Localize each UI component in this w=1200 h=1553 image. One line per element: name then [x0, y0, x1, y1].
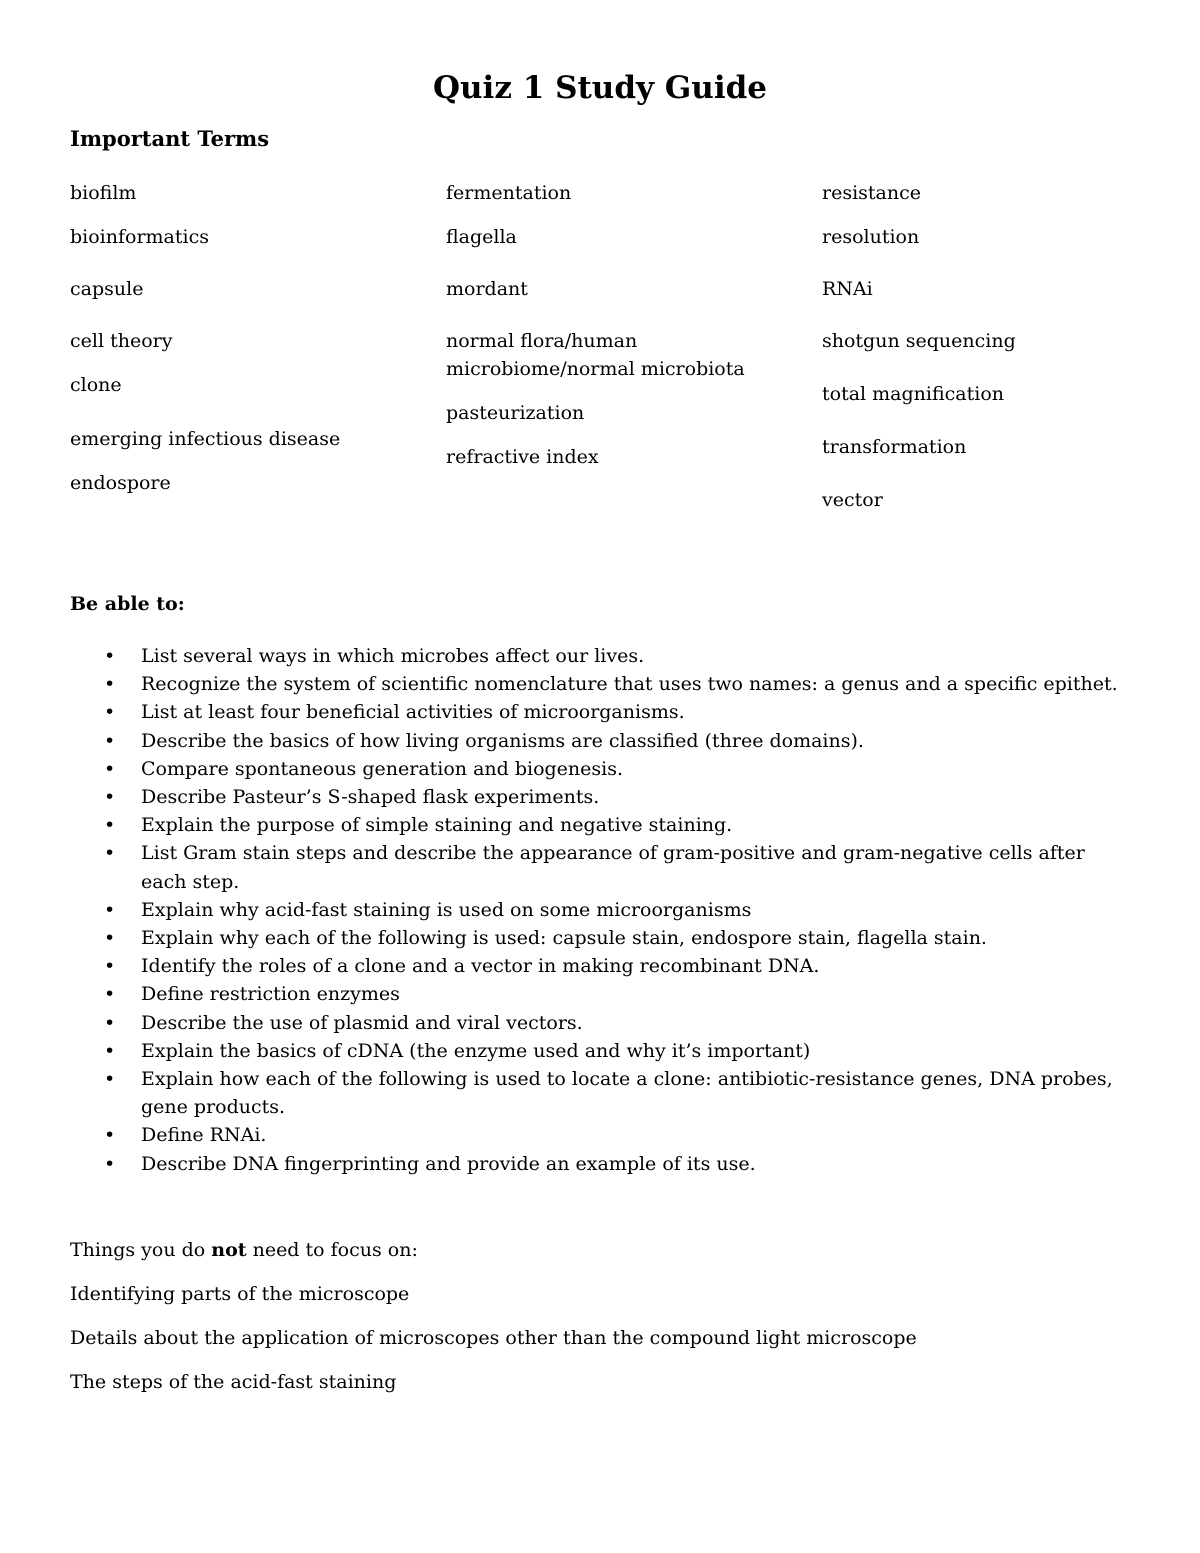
term-item: mordant: [446, 278, 528, 300]
list-item: [0, 727, 1200, 755]
list-item: [0, 980, 1200, 1008]
objective-text: List at least four beneficial activities of microorganisms.: [141, 701, 685, 724]
term-item: shotgun sequencing: [822, 330, 1016, 352]
term-item: biofilm: [70, 182, 137, 204]
objective-text: List Gram stain steps and describe the appearance of gram-positive and gram-negative cells after each step.: [141, 842, 1085, 893]
bullet-icon: •: [104, 1152, 116, 1175]
term-item: capsule: [70, 278, 144, 300]
bullet-icon: •: [104, 955, 116, 978]
bullet-icon: •: [104, 1011, 116, 1034]
bullet-icon: •: [104, 814, 116, 837]
list-item: [0, 924, 1200, 952]
bullet-icon: •: [104, 927, 116, 950]
term-item: transformation: [822, 436, 967, 458]
term-item: total magnification: [822, 383, 1005, 405]
objective-text: Explain the purpose of simple staining and negative staining.: [141, 814, 733, 837]
bullet-icon: •: [104, 786, 116, 809]
objective-text: Describe the use of plasmid and viral vectors.: [141, 1011, 583, 1034]
not-focus-before: Things you do: [70, 1239, 212, 1261]
objective-text: Describe DNA fingerprinting and provide an example of its use.: [141, 1152, 756, 1175]
objective-text: Recognize the system of scientific nomenclature that uses two names: a genus and a specific epithet.: [141, 673, 1118, 696]
list-item: [0, 896, 1200, 924]
term-item: clone: [70, 374, 122, 396]
term-item: resistance: [822, 182, 921, 204]
objective-text: Identify the roles of a clone and a vector in making recombinant DNA.: [141, 955, 820, 978]
term-item: endospore: [70, 472, 171, 494]
page-title: Quiz 1 Study Guide: [433, 70, 767, 106]
bullet-icon: •: [104, 983, 116, 1006]
objective-text: List several ways in which microbes affect our lives.: [141, 645, 645, 667]
objective-text: Define RNAi.: [141, 1124, 267, 1147]
term-item: fermentation: [446, 182, 572, 204]
not-focus-after: need to focus on:: [246, 1239, 418, 1261]
list-item: [0, 1037, 1200, 1065]
term-item: vector: [822, 489, 883, 511]
objective-text: Describe Pasteur’s S-shaped flask experiments.: [141, 786, 600, 809]
terms-heading: Important Terms: [70, 126, 270, 151]
bullet-icon: •: [104, 842, 116, 865]
term-item: bioinformatics: [70, 226, 209, 248]
not-focus-item: Details about the application of microscopes other than the compound light microscope: [70, 1327, 917, 1349]
list-item: [0, 1065, 1200, 1121]
objective-text: Describe the basics of how living organisms are classified (three domains).: [141, 729, 864, 752]
bullet-icon: •: [104, 757, 116, 780]
objective-text: Explain the basics of cDNA (the enzyme used and why it’s important): [141, 1039, 811, 1062]
list-item: [0, 839, 1200, 895]
objective-text: Explain why each of the following is used: capsule stain, endospore stain, flagella stain.: [141, 927, 987, 950]
term-item: normal flora/human microbiome/normal microbiota: [446, 330, 745, 380]
list-item: [0, 1121, 1200, 1149]
objective-text: Compare spontaneous generation and biogenesis.: [141, 757, 624, 780]
bullet-icon: •: [104, 701, 116, 724]
term-item: resolution: [822, 226, 920, 248]
list-item: [0, 1009, 1200, 1037]
list-item: [0, 670, 1200, 698]
list-item: [0, 642, 1200, 670]
list-item: [0, 783, 1200, 811]
bullet-icon: •: [104, 1039, 116, 1062]
objective-text: Explain why acid-fast staining is used on some microorganisms: [141, 898, 752, 921]
term-item: RNAi: [822, 278, 873, 300]
objectives-list: [0, 642, 1200, 1178]
term-item: flagella: [446, 226, 517, 248]
list-item: [0, 1150, 1200, 1178]
be-able-heading: Be able to:: [70, 593, 185, 615]
term-item: pasteurization: [446, 402, 585, 424]
term-item: refractive index: [446, 446, 599, 468]
list-item: [0, 811, 1200, 839]
not-focus-item: Identifying parts of the microscope: [70, 1283, 410, 1305]
not-focus-heading: [70, 1236, 418, 1264]
bullet-icon: •: [104, 673, 116, 696]
bullet-icon: •: [104, 1068, 116, 1091]
bullet-icon: •: [104, 898, 116, 921]
term-item: cell theory: [70, 330, 173, 352]
objective-text: Explain how each of the following is used to locate a clone: antibiotic-resistance genes, DNA probes, gene products.: [141, 1068, 1113, 1119]
bullet-icon: •: [104, 729, 116, 752]
term-item: emerging infectious disease: [70, 428, 341, 450]
list-item: [0, 952, 1200, 980]
objective-text: Define restriction enzymes: [141, 983, 400, 1006]
list-item: [0, 698, 1200, 726]
not-focus-emphasis: not: [211, 1239, 247, 1261]
not-focus-item: The steps of the acid-fast staining: [70, 1371, 397, 1393]
bullet-icon: •: [104, 645, 116, 667]
list-item: [0, 755, 1200, 783]
bullet-icon: •: [104, 1124, 116, 1147]
